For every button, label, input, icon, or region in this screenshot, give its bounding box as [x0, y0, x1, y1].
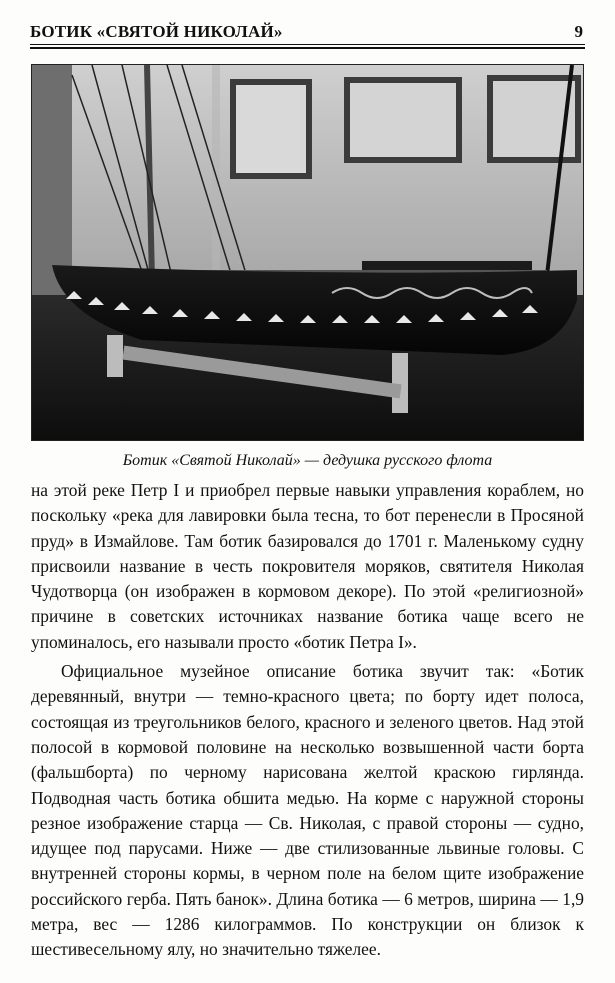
- paragraph-2: Официальное музейное описание ботика звучит так: «Ботик деревянный, внутри — темно-красного цвета; по борту идет полоса, состоящая из треугольников белого, красного и зеленого цветов. Над этой полосой в кормовой половине на несколько возвышенной части борта (фальшборта) по черному нарисована желтой краскою гирлянда. Подводная часть ботика обшита медью. На корме с наружной стороны резное изображение старца — Св. Николая, с правой стороны — судно, идущее под парусами. Ниже — две стилизованные львиные головы. С внутренней стороны кормы, в черном поле на белом щите изображение российского герба. Пять банок». Длина ботика — 6 метров, ширина — 1,9 метра, вес — 1286 килограммов. По конструкции он близок к шестивесельному ялу, но значительно тяжелее.: [31, 661, 584, 960]
- body-text: [31, 478, 584, 963]
- header-rule: [30, 44, 585, 45]
- paragraph-1: на этой реке Петр I и приобрел первые навыки управления кораблем, но поскольку «река для лавировки была тесна, то бот перенесли в Просяной пруд» в Измайлове. Там ботик базировался до 1701 г. Маленькому судну присвоили название в честь покровителя моряков, святителя Николая Чудотворца (он изображен в кормовом декоре). По этой «религиозной» причине в советских источниках название ботика чаще всего не упоминалось, его называли просто «ботик Петра I».: [31, 480, 584, 652]
- running-head-title: БОТИК «СВЯТОЙ НИКОЛАЙ»: [30, 22, 283, 41]
- figure-caption: Ботик «Святой Николай» — дедушка русского флота: [122, 452, 493, 469]
- page-number: 9: [574, 22, 583, 41]
- header-rule-thick: [30, 47, 585, 49]
- boat-photo: [31, 64, 584, 441]
- running-header: [30, 20, 585, 46]
- boat-model-illustration: [32, 65, 584, 441]
